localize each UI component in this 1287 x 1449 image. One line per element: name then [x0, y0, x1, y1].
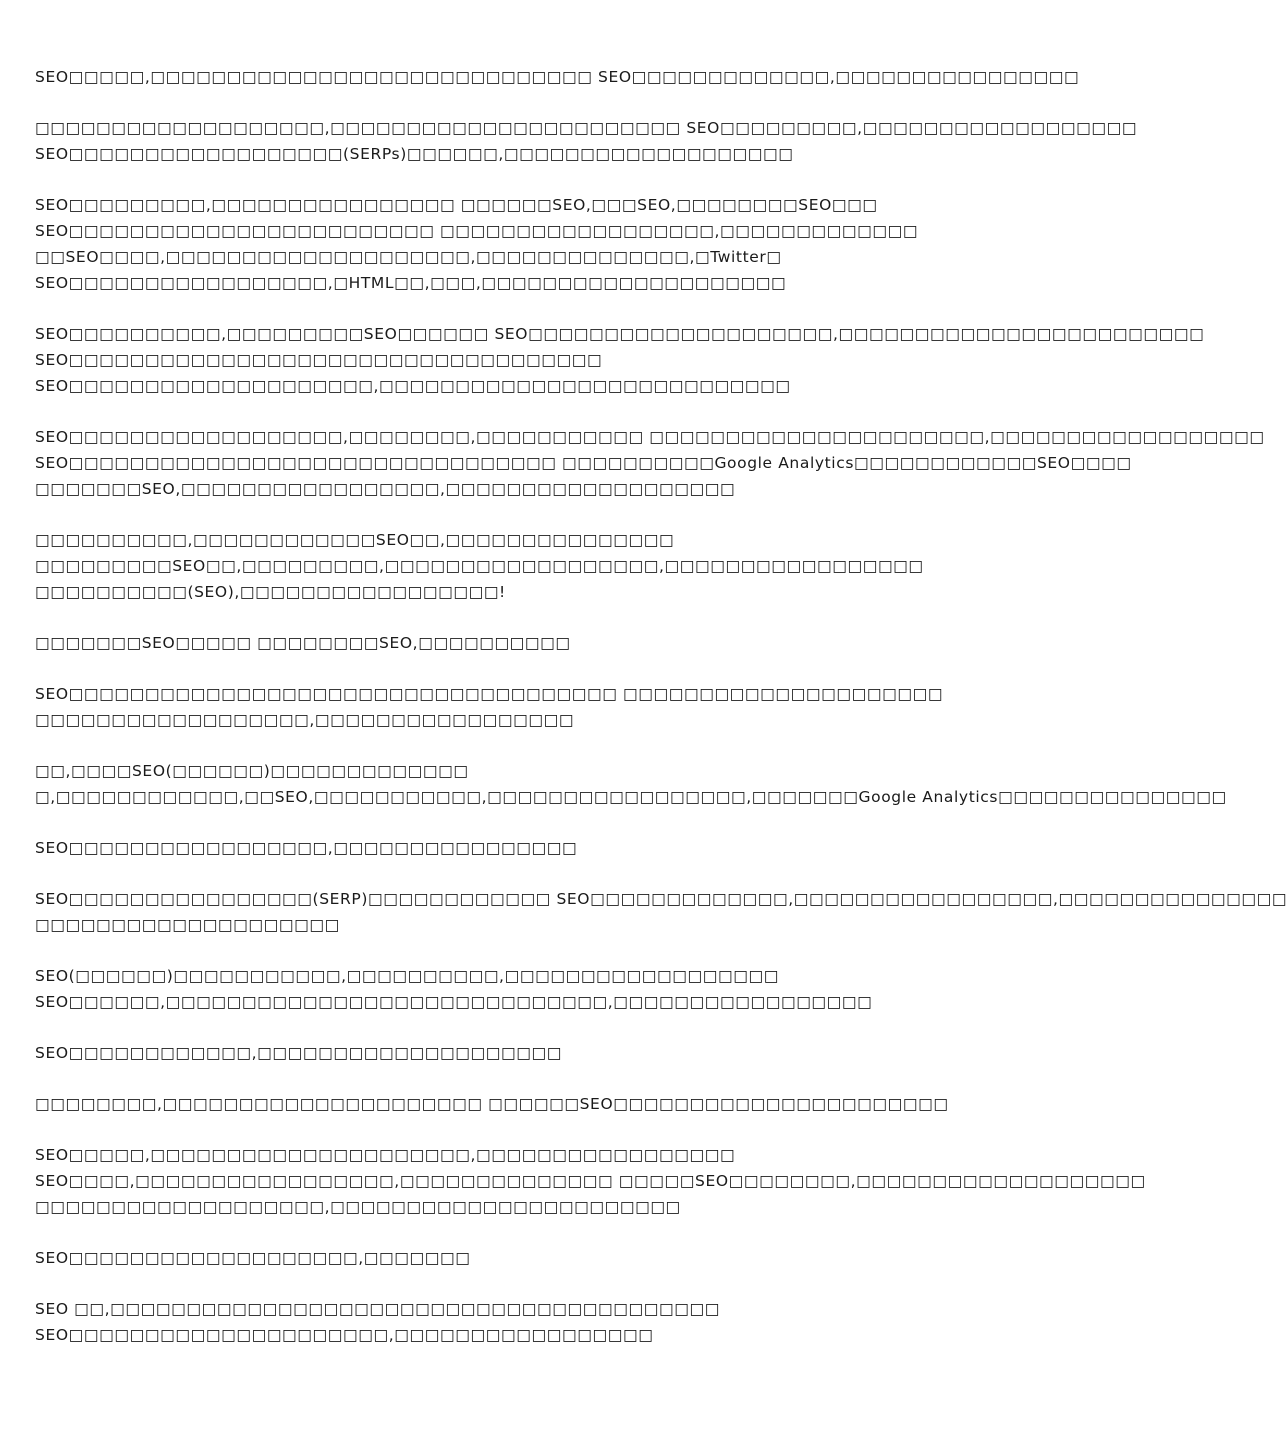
text-line: □□□□□□□□□□□□□□□□□□□,□□□□□□□□□□□□□□□□□□□□□□□	[35, 1198, 681, 1216]
text-line: □□□□□□□□□□(SEO),□□□□□□□□□□□□□□□□□!	[35, 583, 506, 601]
paragraph	[35, 1142, 1146, 1220]
text-line: SEO□□□□□□□□□,□□□□□□□□□□□□□□□□ □□□□□□SEO,□□□SEO,□□□□□□□□SEO□□□	[35, 196, 878, 214]
text-line: SEO□□□□□□□□□□□□□□□□(SERP)□□□□□□□□□□□□ SEO□□□□□□□□□□□□□,□□□□□□□□□□□□□□□□□,□□□□□□□□□□□□□□□	[35, 890, 1287, 908]
document-body	[35, 64, 1287, 1373]
text-line: SEO□□□□□□□□□□□□,□□□□□□□□□□□□□□□□□□□□	[35, 1044, 562, 1062]
text-line: SEO□□□□□□□□□□□□□□□□□□□□□□□□□□□□□□□□ □□□□□□□□□□Google Analytics□□□□□□□□□□□□SEO□□□□	[35, 454, 1132, 472]
text-line: SEO□□□□□□,□□□□□□□□□□□□□□□□□□□□□□□□□□□□□,□□□□□□□□□□□□□□□□□	[35, 993, 873, 1011]
paragraph	[35, 192, 995, 296]
text-line: □□□□□□□SEO□□□□□ □□□□□□□□SEO,□□□□□□□□□□	[35, 634, 571, 652]
text-line: SEO(□□□□□□)□□□□□□□□□□□,□□□□□□□□□□,□□□□□□□□□□□□□□□□□□	[35, 967, 779, 985]
paragraph	[35, 963, 995, 1015]
text-line: SEO□□□□□□□□□□□□□□□□□□□□,□□□□□□□□□□□□□□□□□□□□□□□□□□□	[35, 377, 791, 395]
paragraph	[35, 321, 1205, 399]
text-line: SEO□□□□□□□□□□□□□□□□□□□□□□□□ □□□□□□□□□□□□□□□□□□,□□□□□□□□□□□□□	[35, 222, 919, 240]
text-line: □□,□□□□SEO(□□□□□□)□□□□□□□□□□□□□	[35, 762, 469, 780]
text-line: □□□□□□□□□□□□□□□□□□□,□□□□□□□□□□□□□□□□□□□□□□□ SEO□□□□□□□□□,□□□□□□□□□□□□□□□□□□	[35, 119, 1138, 137]
text-line: SEO□□□□□□□□□□□□□□□□□,□□□□□□□□□□□□□□□□	[35, 839, 578, 857]
text-line: SEO□□□□□□□□□□□□□□□□□□□,□□□□□□□	[35, 1249, 471, 1267]
text-line: □□□□□□□SEO,□□□□□□□□□□□□□□□□□,□□□□□□□□□□□□□□□□□□□	[35, 480, 736, 498]
paragraph	[35, 758, 1227, 810]
text-line: □□□□□□□□□□,□□□□□□□□□□□□SEO□□,□□□□□□□□□□□□□□□	[35, 531, 675, 549]
text-line: □□□□□□□□□□□□□□□□□□□□	[35, 916, 340, 934]
paragraph	[35, 115, 1138, 167]
text-line: □,□□□□□□□□□□□□,□□SEO,□□□□□□□□□□□,□□□□□□□□□□□□□□□□□,□□□□□□□Google Analytics□□□□□□□□□□□□□□□	[35, 788, 1227, 806]
paragraph	[35, 835, 995, 861]
text-line: SEO□□□□□,□□□□□□□□□□□□□□□□□□□□□□□□□□□□□ SEO□□□□□□□□□□□□□,□□□□□□□□□□□□□□□□	[35, 68, 1080, 86]
text-line: □□□□□□□□□□□□□□□□□□,□□□□□□□□□□□□□□□□□	[35, 711, 575, 729]
text-line: □□□□□□□□□SEO□□,□□□□□□□□□,□□□□□□□□□□□□□□□□□□,□□□□□□□□□□□□□□□□□	[35, 557, 924, 575]
paragraph	[35, 1296, 995, 1348]
text-line: SEO□□□□□□□□□□,□□□□□□□□□SEO□□□□□□ SEO□□□□□□□□□□□□□□□□□□□□,□□□□□□□□□□□□□□□□□□□□□□□□	[35, 325, 1205, 343]
text-line: SEO□□□□□□□□□□□□□□□□□□□□□,□□□□□□□□□□□□□□□□□	[35, 1326, 654, 1344]
text-line: SEO□□□□□□□□□□□□□□□□□□,□□□□□□□□,□□□□□□□□□□□ □□□□□□□□□□□□□□□□□□□□□□,□□□□□□□□□□□□□□□□□□	[35, 428, 1265, 446]
text-line: SEO□□□□,□□□□□□□□□□□□□□□□□,□□□□□□□□□□□□□□ □□□□□SEO□□□□□□□□,□□□□□□□□□□□□□□□□□□□	[35, 1172, 1146, 1190]
paragraph	[35, 1245, 995, 1271]
text-line: SEO□□□□□□□□□□□□□□□□□□□□□□□□□□□□□□□□□□□	[35, 351, 603, 369]
paragraph	[35, 1040, 995, 1066]
paragraph	[35, 630, 995, 656]
text-line: □□SEO□□□□,□□□□□□□□□□□□□□□□□□□□,□□□□□□□□□□□□□□,□Twitter□	[35, 248, 782, 266]
paragraph	[35, 527, 995, 605]
text-line: □□□□□□□□,□□□□□□□□□□□□□□□□□□□□□ □□□□□□SEO□□□□□□□□□□□□□□□□□□□□□□	[35, 1095, 949, 1113]
text-line: SEO □□,□□□□□□□□□□□□□□□□□□□□□□□□□□□□□□□□□□□□□□□□	[35, 1300, 720, 1318]
text-line: SEO□□□□□□□□□□□□□□□□□□(SERPs)□□□□□□,□□□□□□□□□□□□□□□□□□□	[35, 145, 794, 163]
text-line: SEO□□□□□□□□□□□□□□□□□□□□□□□□□□□□□□□□□□□□ □□□□□□□□□□□□□□□□□□□□□	[35, 685, 944, 703]
paragraph	[35, 1091, 995, 1117]
paragraph	[35, 424, 1265, 502]
text-line: SEO□□□□□□□□□□□□□□□□□,□HTML□□,□□□,□□□□□□□□□□□□□□□□□□□□	[35, 274, 787, 292]
paragraph	[35, 64, 1080, 90]
text-line: SEO□□□□□,□□□□□□□□□□□□□□□□□□□□□,□□□□□□□□□□□□□□□□□	[35, 1146, 736, 1164]
paragraph	[35, 886, 1287, 938]
paragraph	[35, 681, 995, 733]
